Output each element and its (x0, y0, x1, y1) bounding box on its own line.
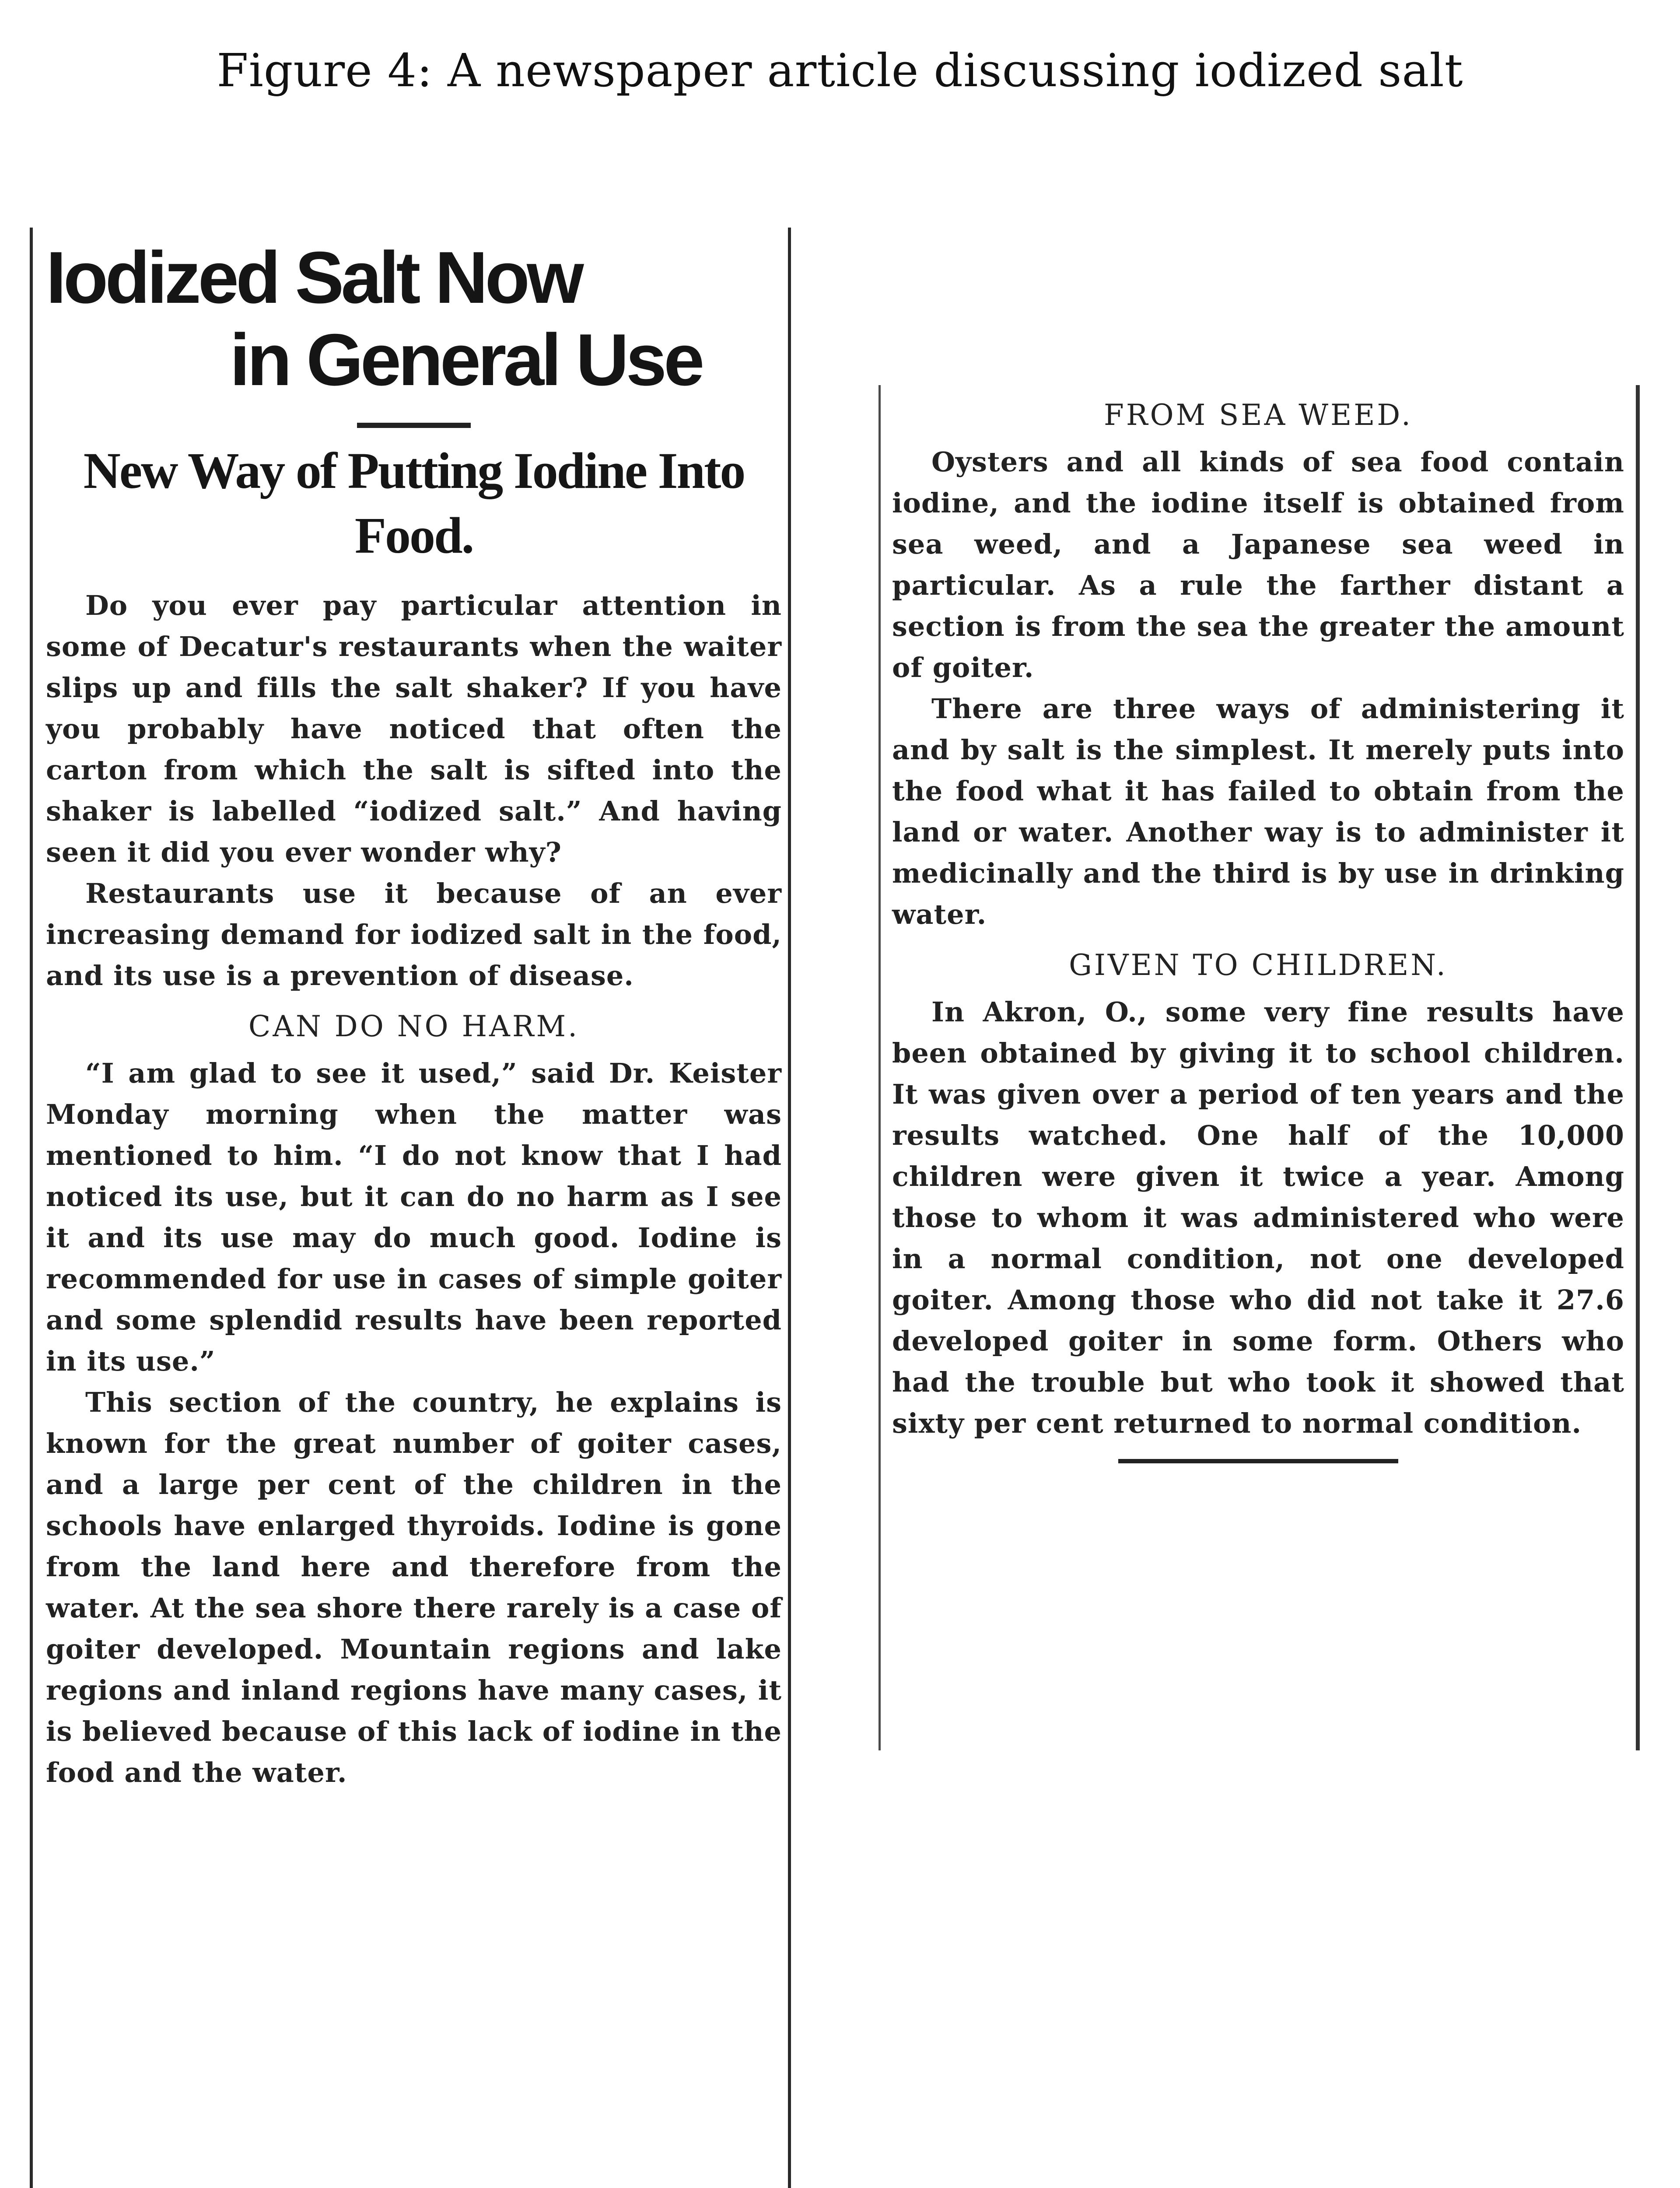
section-heading-from-sea-weed: FROM SEA WEED. (1104, 398, 1413, 432)
section-heading-given-to-children: GIVEN TO CHILDREN. (1069, 948, 1448, 982)
article-end-rule (1118, 1459, 1398, 1463)
article-paragraph: This section of the country, he explains is known for the great number of goiter cases, and a large per cent of the children in the schools have enlarged thyroids. Iodine is gone from the land here and therefore from the water. At the sea shore there rarely is a case of goiter developed. Mountain regions and lake regions and inland regions have many cases, it is believed because of this lack of iodine in the food and the water. (46, 1386, 782, 1789)
article-column-right (878, 385, 1640, 1750)
article-paragraph: Restaurants use it because of an ever increasing demand for iodized salt in the food, and its use is a prevention of disease. (46, 877, 782, 992)
article-paragraph: Do you ever pay particular attention in some of Decatur's restaurants when the waiter slips up and fills the salt shaker? If you have you probably have noticed that often the carton from which the salt is sifted into the shaker is labelled “iodized salt.” And having seen it did you ever wonder why? (46, 589, 782, 869)
article-column-left (30, 228, 791, 2188)
article-subheadline: New Way of Putting Iodine Into Food. (83, 442, 745, 564)
headline-divider (357, 423, 471, 428)
article-paragraph: There are three ways of administering it and by salt is the simplest. It merely puts into the food what it has failed to obtain from the land or water. Another way is to administer it medicinally and the third is by use in drinking water. (892, 693, 1624, 930)
article-paragraph: Oysters and all kinds of sea food contain iodine, and the iodine itself is obtained from sea weed, and a Japanese sea weed in particular. As a rule the farther distant a section is from the sea the greater the amount of goiter. (892, 446, 1624, 684)
headline-line-2: in General Use (230, 319, 702, 401)
article-paragraph: “I am glad to see it used,” said Dr. Keister Monday morning when the matter was mentioned to him. “I do not know that I had noticed its use, but it can do no harm as I see it and its use may do much good. Iodine is recommended for use in cases of simple goiter and some splendid results have been reported in its use.” (46, 1057, 782, 1378)
article-paragraph: In Akron, O., some very fine results have been obtained by giving it to school children. It was given over a period of ten years and the results watched. One half of the 10,000 children were given it twice a year. Among those to whom it was administered who were in a normal condition, not one developed goiter. Among those who did not take it 27.6 developed goiter in some form. Others who had the trouble but who took it showed that sixty per cent returned to normal condition. (892, 996, 1624, 1439)
figure-caption: Figure 4: A newspaper article discussing iodized salt (217, 44, 1463, 97)
headline-line-1: Iodized Salt Now (46, 236, 581, 319)
article-headline (46, 228, 782, 401)
section-heading-can-do-no-harm: CAN DO NO HARM. (248, 1010, 580, 1044)
